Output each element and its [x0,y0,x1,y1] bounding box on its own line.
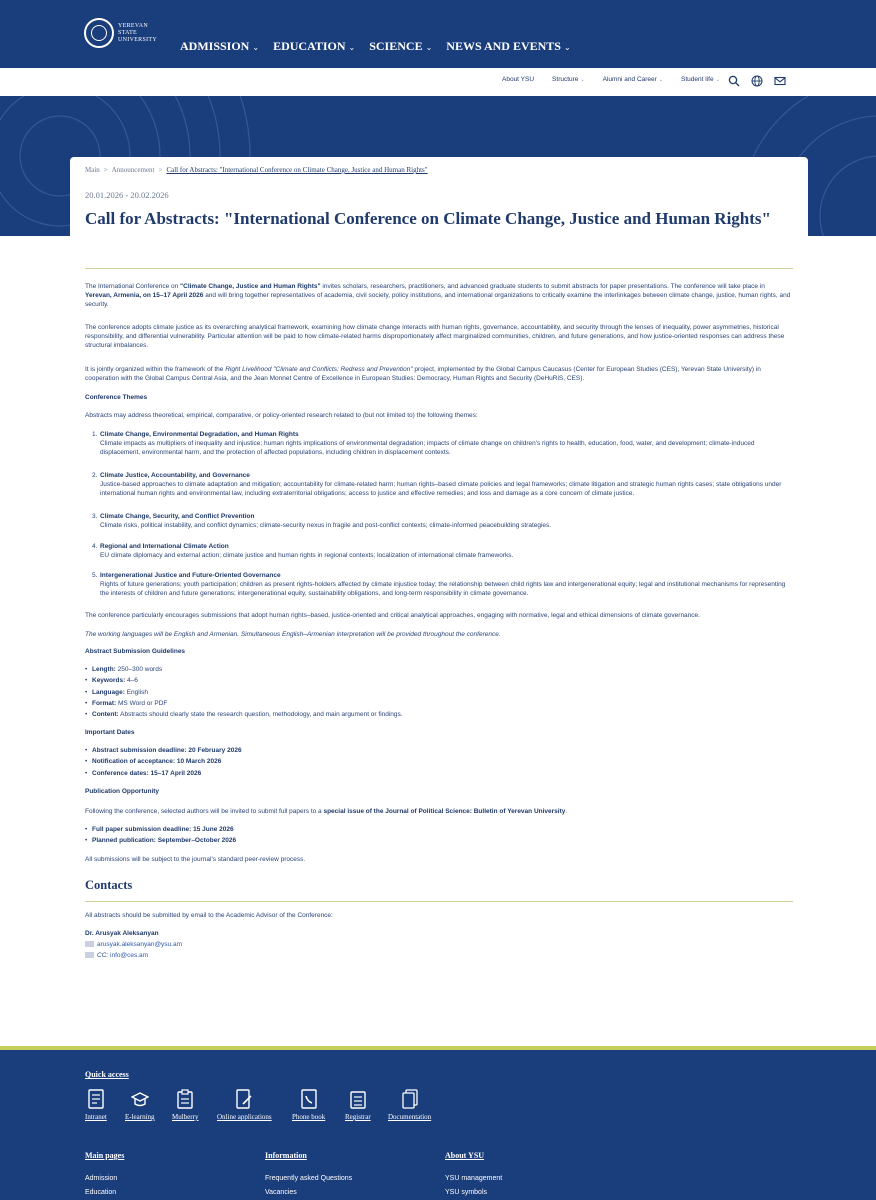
text: It is jointly organized within the framework of the [85,366,226,373]
quick-access-label: Registrar [345,1113,371,1121]
quick-access-label: Phone book [292,1113,326,1121]
quick-access-intranet[interactable] [85,1089,107,1121]
theme-number: 4. [92,543,98,550]
conference-location-date: Yerevan, Armenia, on 15–17 April 2026 [85,292,204,299]
theme-number: 2. [92,472,98,479]
project-name: Right Livelihood "Climate and Conflicts: Redress and Prevention" [225,366,413,373]
contacts-divider [85,901,793,902]
contacts-lead: All abstracts should be submitted by email to the Academic Advisor of the Conference: [85,912,333,919]
nav-label: NEWS AND EVENTS [446,39,561,53]
chevron-down-icon: ⌄ [425,43,433,52]
main-nav [180,39,585,54]
nav-label: ADMISSION [180,39,250,53]
guideline-value: 4–6 [127,677,138,684]
subnav-student-life[interactable] [681,76,720,83]
globe-icon[interactable] [751,75,763,87]
conference-name: "Climate Change, Justice and Human Rights" [180,283,321,290]
theme-item [85,512,795,532]
theme-text: Climate risks, political instability, and conflict dynamics; climate-security nexus in fragile and post-conflict contexts; climate-informed peacebuilding strategies. [100,522,552,529]
guideline-label: Format: [92,700,117,707]
guideline-item [92,677,138,684]
theme-number: 1. [92,431,98,438]
logo-line: STATE [118,29,138,36]
date-text: Conference dates: 15–17 April 2026 [92,770,202,777]
footer-link-vacancies[interactable]: Vacancies [265,1189,297,1196]
secondary-nav [0,68,876,96]
publication-heading: Publication Opportunity [85,788,160,795]
quick-access-label: E-learning [125,1113,155,1121]
document-icon [87,1089,105,1109]
chevron-down-icon: ⌄ [715,77,720,83]
intro-paragraph-3 [85,365,793,383]
themes-lead: Abstracts may address theoretical, empirical, comparative, or policy-oriented research related to (but not limited to) the following themes: [85,412,478,419]
publication-paragraph [85,807,793,816]
quick-access-mulberry[interactable] [172,1089,198,1121]
nav-education[interactable] [273,39,355,54]
theme-item [85,571,795,601]
logo-line: UNIVERSITY [118,36,157,43]
list-icon [349,1089,367,1109]
nav-label: SCIENCE [369,39,423,53]
chevron-down-icon: ⌄ [252,43,260,52]
page-title: Call for Abstracts: "International Conference on Climate Change, Justice and Human Rights" [85,209,771,228]
search-icon[interactable] [728,75,740,87]
breadcrumb-main-link[interactable]: Main [85,166,100,174]
guideline-value: MS Word or PDF [118,700,168,707]
chevron-down-icon: ⌄ [658,77,664,83]
footer [0,1050,876,1200]
footer-link-ysu-management[interactable]: YSU management [445,1175,503,1182]
about-ysu-heading: About YSU [445,1151,485,1160]
quick-access-heading: Quick access [85,1070,129,1079]
chevron-down-icon: ⌄ [563,43,571,52]
subnav-alumni-and-career[interactable] [603,76,663,83]
date-item [92,758,221,765]
quick-access-label: Intranet [85,1113,107,1121]
documents-icon [401,1089,419,1109]
theme-text: Rights of future generations; youth participation; children as present rights-holders affected by climate injustice today; the relationship between child rights law and intergenerational equity; legal and institutional mechanisms for representing the interests of children and future generations; intergenerational equity, sustainability obligations, and long-term responsibility in climate governance. [100,581,786,597]
publication-date-item [92,826,234,833]
breadcrumb-current[interactable]: Call for Abstracts: "International Conference on Climate Change, Justice and Human Rights" [166,166,428,174]
subnav-label: Structure [552,76,579,83]
journal-name: special issue of the Journal of Political Science: Bulletin of Yerevan University [323,808,566,815]
logo-text [118,23,158,44]
breadcrumb-separator: > [158,166,163,174]
university-emblem-icon [84,18,114,48]
breadcrumb-announcement-link[interactable]: Announcement [111,166,155,174]
contact-email-line [85,941,182,948]
breadcrumb [85,166,428,174]
subnav-label: About YSU [502,76,535,83]
quick-access-phone-book[interactable] [292,1089,325,1121]
quick-access-e-learning[interactable] [125,1089,155,1121]
cc-label: CC: [97,952,109,959]
text: invites scholars, researchers, practitioners, and advanced graduate students to submit abstracts for paper presentations. The conference will take place in [320,283,765,290]
theme-title: Intergenerational Justice and Future-Oriented Governance [100,572,281,579]
envelope-icon [85,941,94,947]
announcement-dates: 20.01.2026 - 20.02.2026 [85,190,169,200]
guideline-item [92,689,148,696]
contact-name: Dr. Arusyak Aleksanyan [85,930,159,937]
publication-date-item [92,837,236,844]
cc-email-link[interactable]: info@ces.am [110,952,149,959]
date-item [92,747,242,754]
quick-access-label: Documentation [388,1113,432,1121]
guideline-label: Content: [92,711,119,718]
logo-line: YEREVAN [118,22,148,29]
subnav-label: Student life [681,76,714,83]
themes-heading: Conference Themes [85,394,148,401]
text: Following the conference, selected authors will be invited to submit full papers to a [85,808,324,815]
theme-number: 3. [92,513,98,520]
nav-label: EDUCATION [273,39,346,53]
theme-title: Climate Change, Environmental Degradation, and Human Rights [100,431,299,438]
intro-paragraph-1 [85,282,793,309]
guideline-item [92,700,167,707]
guidelines-heading: Abstract Submission Guidelines [85,648,186,655]
theme-title: Climate Justice, Accountability, and Governance [100,472,250,479]
quick-access-registrar[interactable] [345,1089,371,1121]
theme-title: Regional and International Climate Action [100,543,229,550]
date-text: Notification of acceptance: 10 March 2026 [92,758,222,765]
theme-item [85,430,795,460]
important-dates-heading: Important Dates [85,729,135,736]
theme-number: 5. [92,572,98,579]
information-heading: Information [265,1151,307,1160]
subnav-about-ysu[interactable] [502,76,534,83]
theme-text: Climate impacts as multipliers of inequality and injustice; human rights implications of environmental degradation; impacts of climate change on children's rights to health, education, food, water, and development; climate-induced displacement, environmental harm, and the protection of affected populations, including children in displacement contexts. [100,440,755,456]
guideline-label: Language: [92,689,125,696]
contact-cc-line [85,952,148,959]
contact-email-link[interactable]: arusyak.aleksanyan@ysu.am [97,941,182,948]
footer-link-education[interactable]: Education [85,1189,117,1196]
guideline-label: Length: [92,666,116,673]
envelope-icon [85,952,94,958]
quick-access-online-applications[interactable] [217,1089,272,1121]
guideline-value: English [126,689,149,696]
guideline-item [92,666,162,673]
review-paragraph: All submissions will be subject to the journal's standard peer-review process. [85,856,306,863]
languages-paragraph: The working languages will be English and Armenian. Simultaneous English–Armenian interpretation will be provided throughout the conference. [85,631,501,638]
main-pages-heading: Main pages [85,1151,125,1160]
edit-document-icon [235,1089,253,1109]
quick-access-label: Online applications [217,1113,272,1121]
date-text: Abstract submission deadline: 20 February 2026 [92,747,242,754]
top-header [0,0,876,68]
clipboard-icon [176,1089,194,1109]
date-item [92,770,201,777]
date-text: Full paper submission deadline: 15 June 2026 [92,826,234,833]
title-divider [85,268,793,269]
footer-link-ysu-symbols[interactable]: YSU symbols [445,1189,488,1196]
nav-admission[interactable] [180,39,259,54]
footer-link-faq[interactable]: Frequently asked Questions [265,1175,353,1182]
text: . [565,808,568,815]
text: The International Conference on [85,283,181,290]
guideline-value: 250–300 words [117,666,163,673]
breadcrumb-separator: > [103,166,108,174]
footer-link-admission[interactable]: Admission [85,1175,118,1182]
quick-access-label: Mulberry [172,1113,199,1121]
date-text: Planned publication: September–October 2026 [92,837,237,844]
nav-news-and-events[interactable] [446,39,570,54]
encourage-paragraph: The conference particularly encourages submissions that adopt human rights–based, justice-oriented and critical analytical approaches, engaging with normative, legal and ethical dimensions of climate governance. [85,612,700,619]
nav-science[interactable] [369,39,432,54]
guideline-label: Keywords: [92,677,126,684]
theme-title: Climate Change, Security, and Conflict Prevention [100,513,255,520]
theme-item [85,471,795,501]
intro-paragraph-2: The conference adopts climate justice as its overarching analytical framework, examining how climate change interacts with human rights, governance, accountability, and security through the lenses of inequality, power asymmetries, historical responsibility, and differential vulnerability. Particular attention will be paid to how climate-related harms disproportionately affect marginalized communities, children, and future generations, and how justice-oriented responses can address these structural imbalances. [85,324,785,349]
text: project, implemented by the Global Campus Caucasus (Center for European Studies (CES), Yerevan State University) in cooperation with the Global Campus Central Asia, and the Jean Monnet Centre of Excellence in European Studies: Democracy, Human Rights and Security (DeHuRiS, CES). [85,366,761,382]
subnav-structure[interactable] [552,76,585,83]
phone-book-icon [300,1089,318,1109]
theme-text: EU climate diplomacy and external action; climate justice and human rights in regional contexts; localization of international climate frameworks. [100,552,514,559]
guideline-item [92,711,403,718]
ysu-logo[interactable] [84,18,158,48]
theme-item [85,542,795,562]
text: and will bring together representatives of academia, civil society, policy institutions, and international organizations to critically examine the interlinkages between climate change, justice, human rights, and security. [85,292,791,308]
mail-icon[interactable] [774,75,786,87]
quick-access-documentation[interactable] [388,1089,431,1121]
contacts-heading: Contacts [85,878,133,892]
chevron-down-icon: ⌄ [580,77,585,83]
chevron-down-icon: ⌄ [348,43,356,52]
subnav-label: Alumni and Career [602,76,657,83]
guideline-value: Abstracts should clearly state the research question, methodology, and main argument or findings. [120,711,403,718]
graduation-cap-icon [131,1089,149,1109]
theme-text: Justice-based approaches to climate adaptation and mitigation; accountability for climate-related harm; human rights–based climate policies and legal frameworks; climate litigation and strategic human rights cases; state obligations under international human rights and environmental law, including extraterritorial obligations; access to justice and effective remedies; and loss and damage as a core concern of climate justice. [100,481,782,497]
